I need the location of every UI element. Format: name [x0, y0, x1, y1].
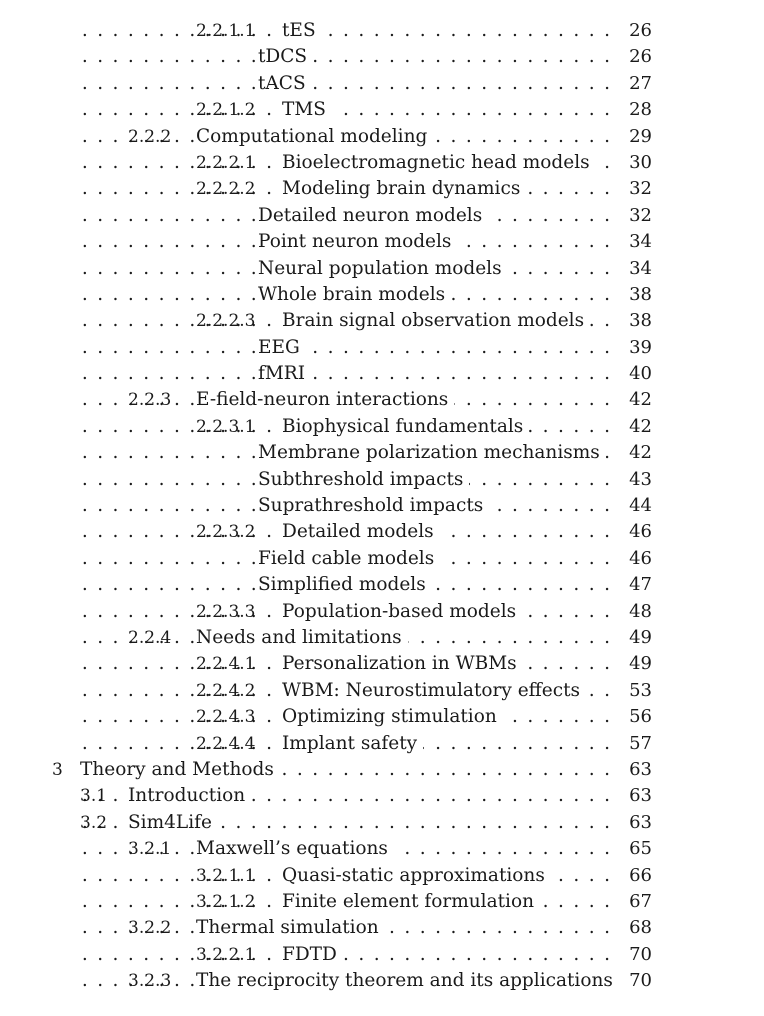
toc-entry[interactable]	[0, 519, 764, 545]
section-title[interactable]: Sim4Life	[128, 810, 218, 836]
page-number[interactable]: 38	[625, 308, 652, 334]
section-number: 3.2.1.2	[196, 891, 256, 912]
toc-entry[interactable]	[0, 863, 764, 889]
section-title[interactable]: Optimizing stimulation	[282, 704, 503, 730]
page-number[interactable]: 56	[625, 704, 652, 730]
page-number[interactable]: 28	[625, 97, 652, 123]
toc-entry[interactable]	[0, 440, 764, 466]
toc-entry[interactable]	[0, 651, 764, 677]
page-number[interactable]: 49	[625, 651, 652, 677]
section-title[interactable]: Computational modeling	[196, 124, 433, 150]
toc-entry[interactable]	[0, 18, 764, 44]
page-number[interactable]: 30	[625, 150, 652, 176]
toc-entry[interactable]	[0, 44, 764, 70]
section-title[interactable]: Neural population models	[258, 256, 508, 282]
section-number: 2.2.4.2	[196, 680, 256, 701]
page-number[interactable]: 53	[625, 678, 652, 704]
toc-entry[interactable]	[0, 783, 764, 809]
toc-entry[interactable]	[0, 599, 764, 625]
section-number: 3.2.1.1	[196, 865, 256, 886]
section-title[interactable]: Biophysical fundamentals	[282, 414, 529, 440]
toc-entry[interactable]	[0, 704, 764, 730]
toc-entry[interactable]	[0, 968, 764, 994]
section-title[interactable]: Subthreshold impacts	[258, 467, 469, 493]
toc-entry[interactable]	[0, 942, 764, 968]
toc-entry[interactable]	[0, 256, 764, 282]
toc-entry[interactable]	[0, 546, 764, 572]
page-number[interactable]: 42	[625, 440, 652, 466]
section-number: 3.1	[80, 786, 108, 807]
toc-entry[interactable]	[0, 810, 764, 836]
page-number[interactable]: 47	[625, 572, 652, 598]
section-title[interactable]: tDCS	[258, 44, 313, 70]
toc-entry[interactable]	[0, 71, 764, 97]
section-title[interactable]: E-field-neuron interactions	[196, 387, 454, 413]
toc-entry[interactable]	[0, 124, 764, 150]
section-number: 2.2.1.2	[196, 100, 256, 121]
section-number: 3.2.2.1	[196, 944, 256, 965]
page-number[interactable]: 48	[625, 599, 652, 625]
page-number[interactable]: 67	[625, 889, 652, 915]
page-number[interactable]: 26	[625, 18, 652, 44]
toc-entry[interactable]	[0, 335, 764, 361]
section-title[interactable]: Whole brain models	[258, 282, 451, 308]
section-title[interactable]: Population-based models	[282, 599, 522, 625]
section-number: 2.2.3.1	[196, 416, 256, 437]
section-number: 2.2.3.2	[196, 522, 256, 543]
section-title[interactable]: Detailed models	[282, 519, 440, 545]
section-number: 2.2.3	[128, 390, 172, 411]
toc-entry[interactable]	[0, 678, 764, 704]
section-title[interactable]: Finite element formulation	[282, 889, 540, 915]
toc-entry[interactable]	[0, 915, 764, 941]
page-number[interactable]: 38	[625, 282, 652, 308]
section-title[interactable]: WBM: Neurostimulatory effects	[282, 678, 586, 704]
section-title[interactable]: Field cable models	[258, 546, 440, 572]
page-number[interactable]: 44	[625, 493, 652, 519]
section-title[interactable]: Bioelectromagnetic head models	[282, 150, 596, 176]
section-title[interactable]: fMRI	[258, 361, 311, 387]
page-number[interactable]: 63	[625, 757, 652, 783]
section-number: 3.2.2	[128, 918, 172, 939]
section-number: 2.2.4	[128, 627, 172, 648]
section-number: 2.2.3.3	[196, 601, 256, 622]
dot-leader	[80, 335, 610, 361]
section-title[interactable]: Brain signal observation models	[282, 308, 590, 334]
page-number[interactable]: 57	[625, 731, 652, 757]
section-number: 3.2.3	[128, 971, 172, 992]
page-number[interactable]: 42	[625, 387, 652, 413]
dot-leader	[80, 942, 610, 968]
section-title[interactable]: EEG	[258, 335, 306, 361]
page-number[interactable]: 29	[625, 124, 652, 150]
toc-entry[interactable]	[0, 361, 764, 387]
section-title[interactable]: Thermal simulation	[196, 915, 385, 941]
page-number[interactable]: 34	[625, 256, 652, 282]
toc-entry[interactable]	[0, 493, 764, 519]
toc-entry[interactable]	[0, 282, 764, 308]
toc-entry[interactable]	[0, 229, 764, 255]
page-number[interactable]: 63	[625, 783, 652, 809]
page-number[interactable]: 70	[625, 968, 652, 994]
section-title[interactable]: Personalization in WBMs	[282, 651, 523, 677]
section-title[interactable]: TMS	[282, 97, 332, 123]
section-number: 2.2.2.2	[196, 179, 256, 200]
page-number[interactable]: 68	[625, 915, 652, 941]
section-number: 2.2.2.1	[196, 152, 256, 173]
page-number[interactable]: 39	[625, 335, 652, 361]
toc-entry[interactable]	[0, 757, 764, 783]
section-number: 2.2.2	[128, 126, 172, 147]
dot-leader	[80, 44, 610, 70]
page-number[interactable]: 70	[625, 942, 652, 968]
page-number[interactable]: 46	[625, 519, 652, 545]
toc-entry[interactable]	[0, 150, 764, 176]
dot-leader	[80, 97, 610, 123]
page-number[interactable]: 32	[625, 203, 652, 229]
section-title[interactable]: tES	[282, 18, 322, 44]
section-number: 2.2.4.4	[196, 733, 256, 754]
page-number[interactable]: 46	[625, 546, 652, 572]
page-number[interactable]: 63	[625, 810, 652, 836]
section-title[interactable]: Membrane polarization mechanisms	[258, 440, 606, 466]
toc-entry[interactable]	[0, 176, 764, 202]
toc-entry[interactable]	[0, 889, 764, 915]
toc-entry[interactable]	[0, 625, 764, 651]
toc-entry[interactable]	[0, 731, 764, 757]
toc-entry[interactable]	[0, 836, 764, 862]
page-number[interactable]: 65	[625, 836, 652, 862]
section-title[interactable]: Introduction	[128, 783, 251, 809]
section-number: 2.2.1.1	[196, 21, 256, 41]
section-title[interactable]: Quasi-static approximations	[282, 863, 551, 889]
section-title[interactable]: The reciprocity theorem and its applications	[196, 968, 619, 994]
section-title[interactable]: Point neuron models	[258, 229, 457, 255]
page-number[interactable]: 34	[625, 229, 652, 255]
page-number[interactable]: 40	[625, 361, 652, 387]
dot-leader	[80, 18, 610, 44]
section-title[interactable]: FDTD	[282, 942, 343, 968]
toc-entry[interactable]	[0, 97, 764, 123]
toc-entry[interactable]	[0, 467, 764, 493]
table-of-contents	[0, 18, 764, 994]
page-number[interactable]: 49	[625, 625, 652, 651]
section-title[interactable]: Simplified models	[258, 572, 432, 598]
section-title[interactable]: Detailed neuron models	[258, 203, 488, 229]
section-title[interactable]: tACS	[258, 71, 312, 97]
section-title[interactable]: Needs and limitations	[196, 625, 408, 651]
page-number[interactable]: 32	[625, 176, 652, 202]
page-number[interactable]: 43	[625, 467, 652, 493]
toc-entry[interactable]	[0, 414, 764, 440]
page-number[interactable]: 26	[625, 44, 652, 70]
toc-entry[interactable]	[0, 572, 764, 598]
section-title[interactable]: Modeling brain dynamics	[282, 176, 526, 202]
toc-entry[interactable]	[0, 308, 764, 334]
page-number[interactable]: 66	[625, 863, 652, 889]
section-number: 3.2.1	[128, 839, 172, 860]
section-number: 2.2.4.1	[196, 654, 256, 675]
section-title[interactable]: Suprathreshold impacts	[258, 493, 489, 519]
section-number: 2.2.2.3	[196, 311, 256, 332]
section-number: 3.2	[80, 812, 108, 833]
toc-entry[interactable]	[0, 203, 764, 229]
dot-leader	[80, 71, 610, 97]
toc-entry[interactable]	[0, 387, 764, 413]
section-title[interactable]: Maxwell’s equations	[196, 836, 394, 862]
section-number: 3	[52, 759, 63, 780]
section-title[interactable]: Theory and Methods	[80, 757, 280, 783]
section-number: 2.2.4.3	[196, 707, 256, 728]
page-number[interactable]: 42	[625, 414, 652, 440]
dot-leader	[80, 361, 610, 387]
section-title[interactable]: Implant safety	[282, 731, 423, 757]
page-number[interactable]: 27	[625, 71, 652, 97]
